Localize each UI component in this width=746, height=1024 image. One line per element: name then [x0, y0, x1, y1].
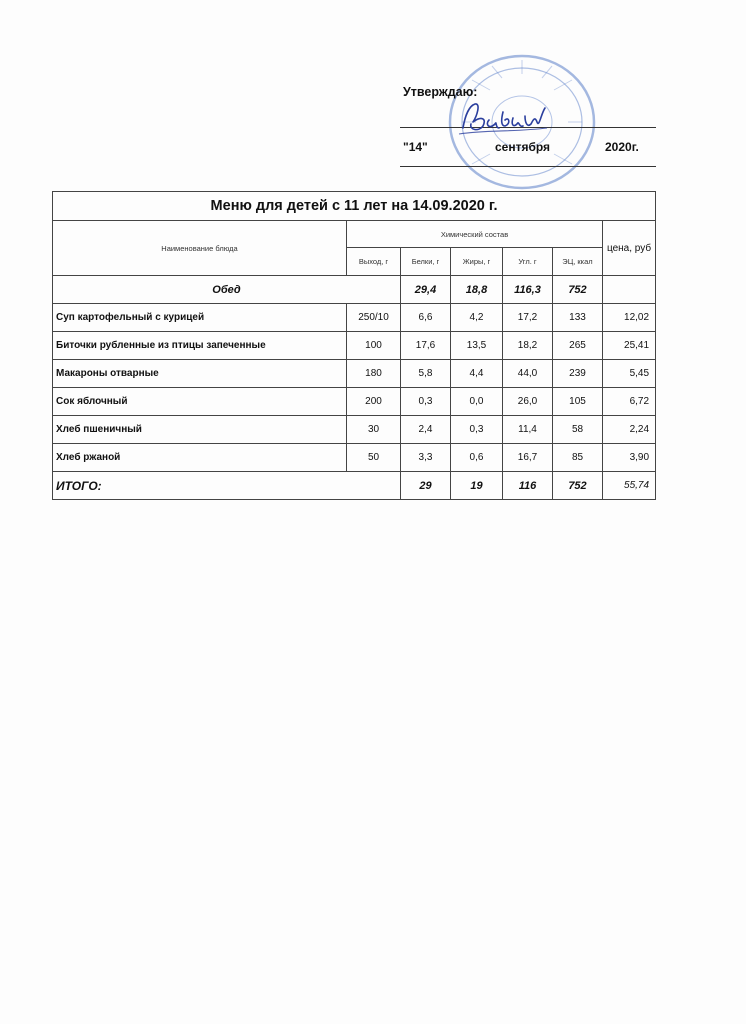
- dish-energy: 239: [553, 360, 603, 388]
- section-carbs: 116,3: [503, 276, 553, 304]
- dish-name: Суп картофельный с курицей: [53, 304, 347, 332]
- dish-proteins: 6,6: [401, 304, 451, 332]
- section-name: Обед: [53, 276, 401, 304]
- dish-proteins: 0,3: [401, 388, 451, 416]
- dish-price: 2,24: [603, 416, 656, 444]
- section-fats: 18,8: [451, 276, 503, 304]
- approval-date-day: "14": [403, 140, 428, 154]
- table-row: [53, 360, 656, 388]
- table-row: [53, 332, 656, 360]
- dish-fats: 0,0: [451, 388, 503, 416]
- dish-energy: 105: [553, 388, 603, 416]
- header-price: [603, 221, 656, 276]
- table-row: [53, 416, 656, 444]
- total-carbs: 116: [503, 472, 553, 500]
- dish-name: Хлеб пшеничный: [53, 416, 347, 444]
- title-row: [53, 192, 656, 221]
- dish-price: 25,41: [603, 332, 656, 360]
- header-price-label: цена, руб: [606, 242, 652, 254]
- dish-yield: 180: [347, 360, 401, 388]
- total-price: 55,74: [603, 472, 656, 500]
- header-carbs: Угл. г: [503, 248, 553, 276]
- header-chem-comp: Химический состав: [347, 221, 603, 248]
- table-row: [53, 444, 656, 472]
- total-proteins: 29: [401, 472, 451, 500]
- table-row: [53, 304, 656, 332]
- dish-carbs: 26,0: [503, 388, 553, 416]
- dish-carbs: 44,0: [503, 360, 553, 388]
- dish-energy: 133: [553, 304, 603, 332]
- dish-price: 12,02: [603, 304, 656, 332]
- dish-name: Макароны отварные: [53, 360, 347, 388]
- dish-yield: 30: [347, 416, 401, 444]
- dish-proteins: 2,4: [401, 416, 451, 444]
- dish-name: Хлеб ржаной: [53, 444, 347, 472]
- dish-price: 5,45: [603, 360, 656, 388]
- dish-name: Биточки рубленные из птицы запеченные: [53, 332, 347, 360]
- section-row: [53, 276, 656, 304]
- dish-proteins: 5,8: [401, 360, 451, 388]
- header-row: [53, 221, 656, 248]
- dish-price: 3,90: [603, 444, 656, 472]
- dish-carbs: 16,7: [503, 444, 553, 472]
- menu-table: [52, 191, 656, 500]
- dish-name: Сок яблочный: [53, 388, 347, 416]
- dish-fats: 4,2: [451, 304, 503, 332]
- header-energy: ЭЦ, ккал: [553, 248, 603, 276]
- dish-yield: 100: [347, 332, 401, 360]
- dish-price: 6,72: [603, 388, 656, 416]
- total-energy: 752: [553, 472, 603, 500]
- approval-date-month: сентября: [495, 140, 551, 154]
- date-line: [400, 166, 656, 167]
- section-price: [603, 276, 656, 304]
- header-yield: Выход, г: [347, 248, 401, 276]
- dish-fats: 0,6: [451, 444, 503, 472]
- section-energy: 752: [553, 276, 603, 304]
- dish-fats: 13,5: [451, 332, 503, 360]
- total-fats: 19: [451, 472, 503, 500]
- header-proteins: Белки, г: [401, 248, 451, 276]
- dish-yield: 250/10: [347, 304, 401, 332]
- dish-proteins: 3,3: [401, 444, 451, 472]
- dish-fats: 4,4: [451, 360, 503, 388]
- dish-yield: 50: [347, 444, 401, 472]
- table-row: [53, 388, 656, 416]
- dish-carbs: 17,2: [503, 304, 553, 332]
- dish-carbs: 11,4: [503, 416, 553, 444]
- section-proteins: 29,4: [401, 276, 451, 304]
- approval-date-year: 2020г.: [605, 140, 639, 154]
- menu-title: Меню для детей с 11 лет на 14.09.2020 г.: [53, 192, 656, 221]
- dish-energy: 58: [553, 416, 603, 444]
- handwritten-signature: [455, 98, 550, 140]
- dish-energy: 85: [553, 444, 603, 472]
- dish-energy: 265: [553, 332, 603, 360]
- total-label: ИТОГО:: [53, 472, 401, 500]
- dish-carbs: 18,2: [503, 332, 553, 360]
- dish-proteins: 17,6: [401, 332, 451, 360]
- header-dish-name: Наименование блюда: [53, 221, 347, 276]
- header-fats: Жиры, г: [451, 248, 503, 276]
- dish-yield: 200: [347, 388, 401, 416]
- total-row: [53, 472, 656, 500]
- approval-label: Утверждаю:: [403, 85, 478, 99]
- dish-fats: 0,3: [451, 416, 503, 444]
